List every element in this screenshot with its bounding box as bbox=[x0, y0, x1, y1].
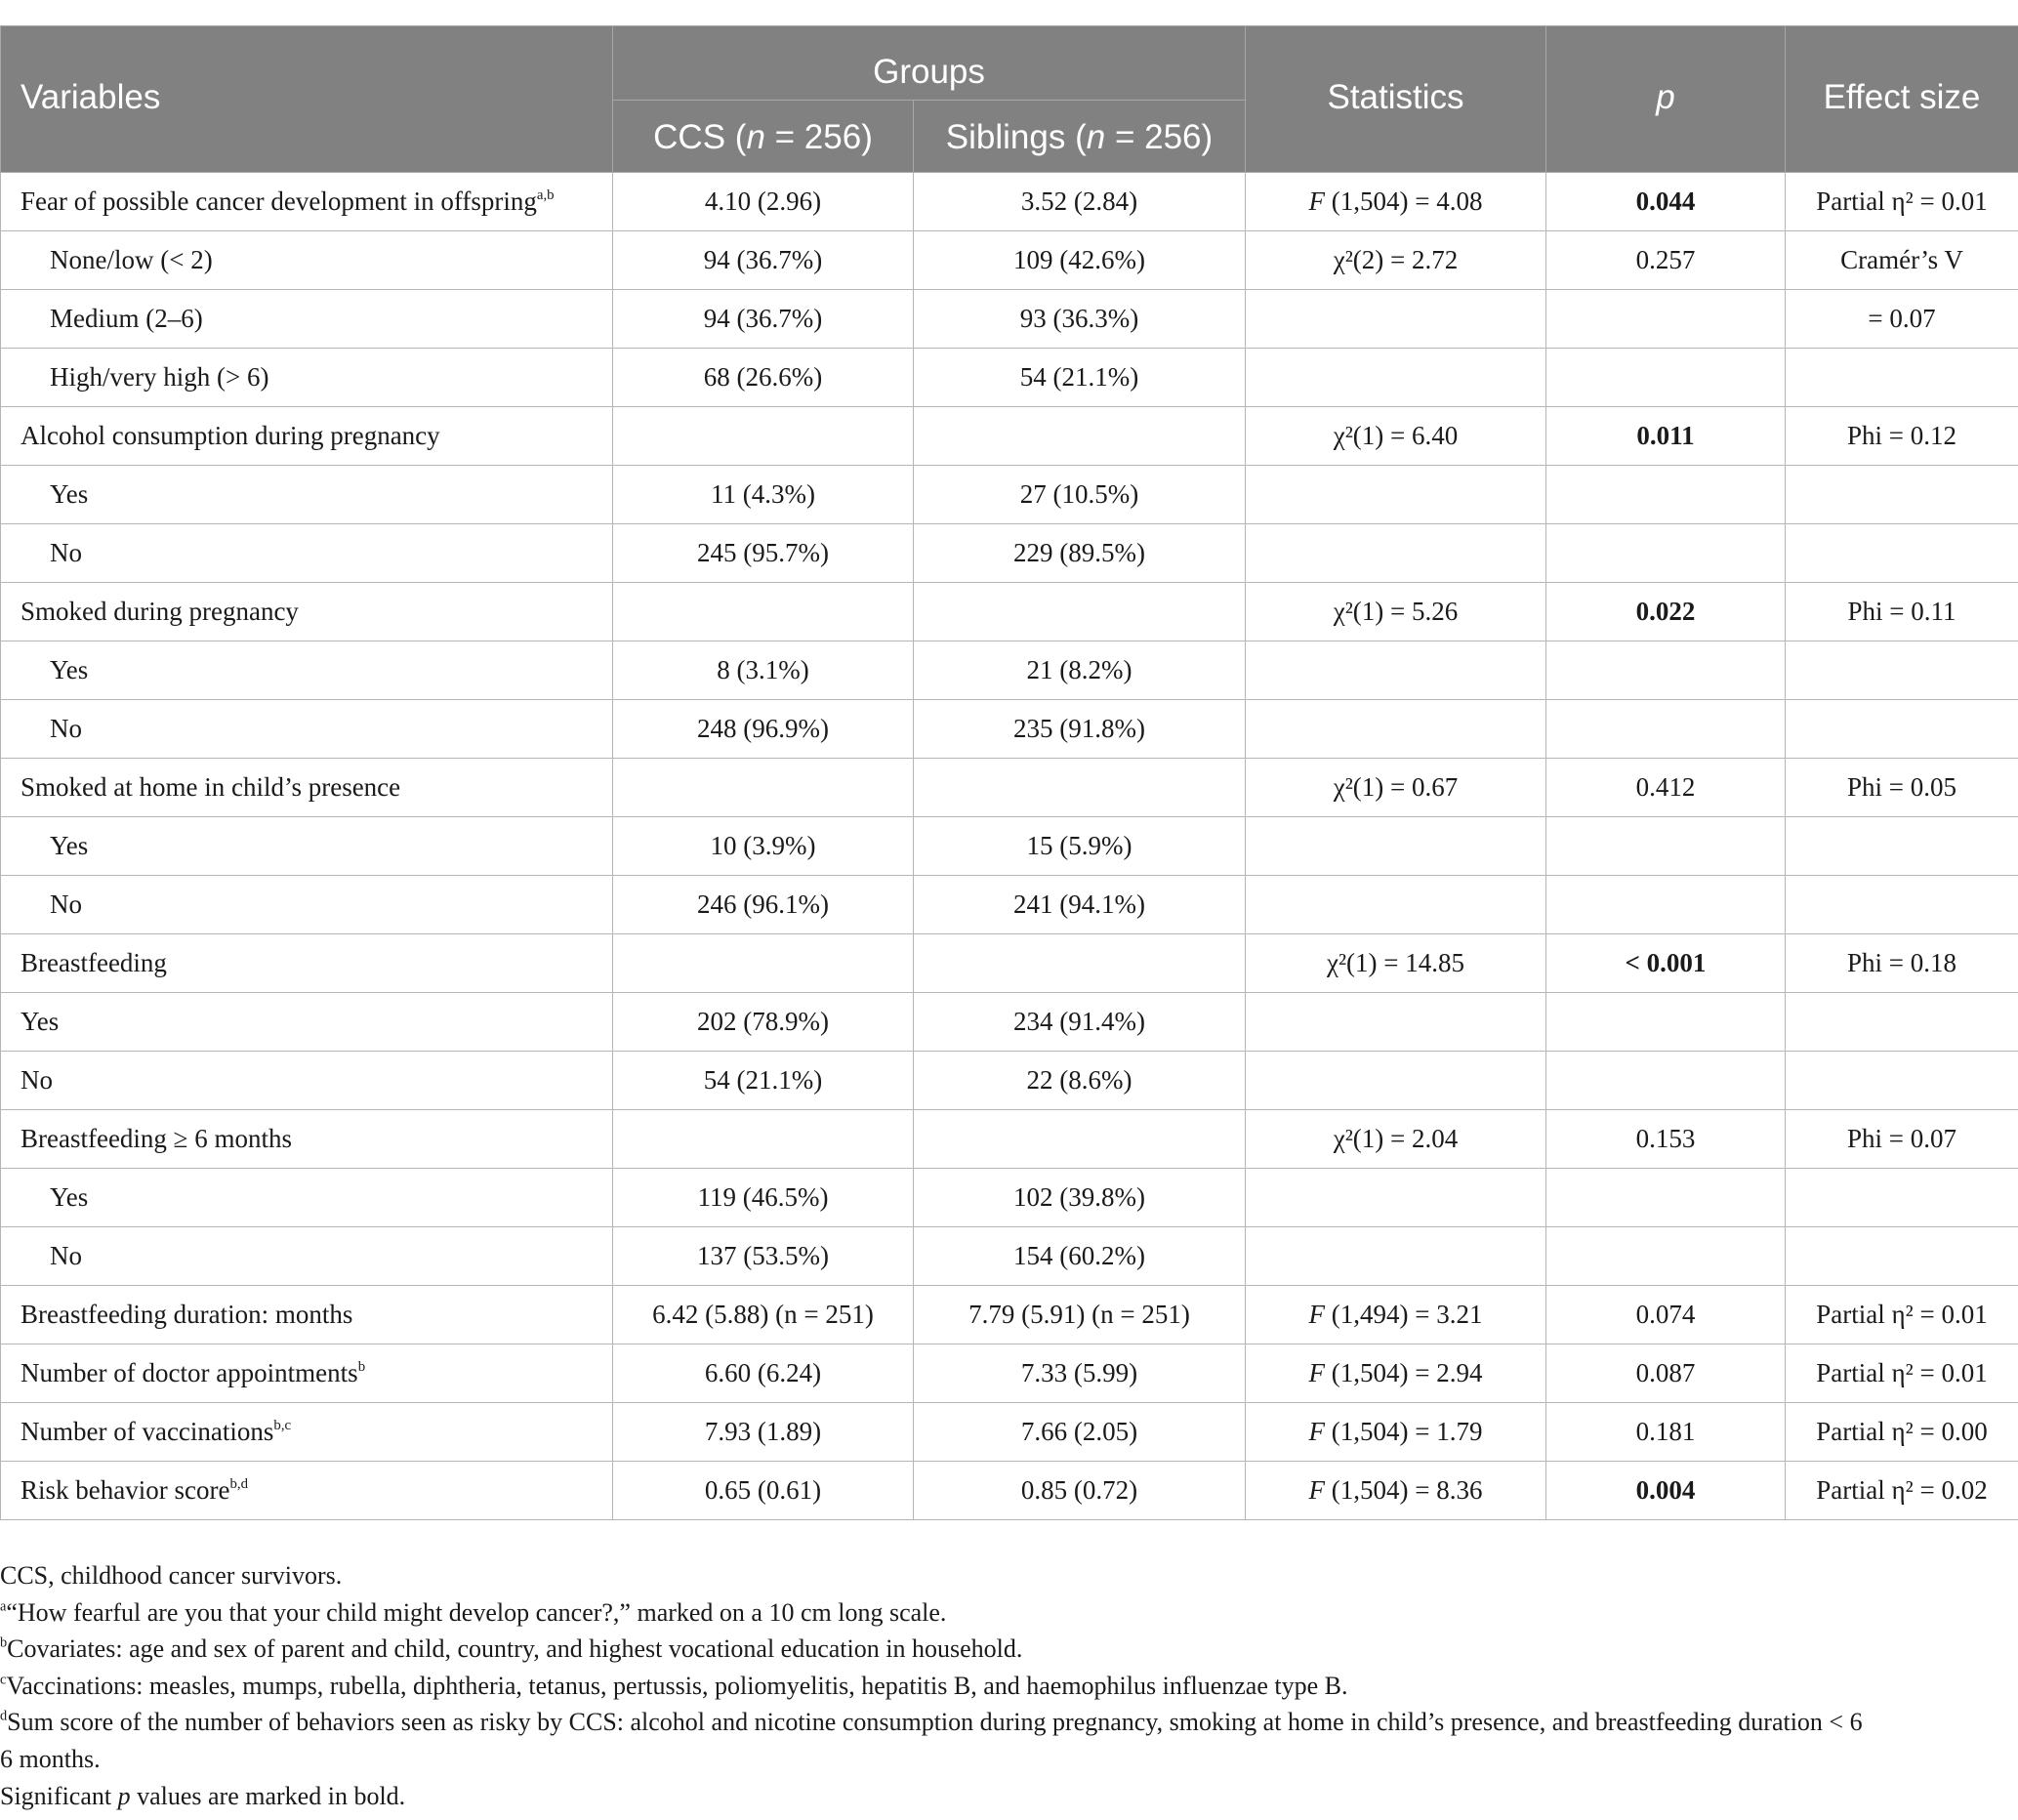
header-p bbox=[1546, 26, 1786, 173]
siblings-value: 154 (60.2%) bbox=[914, 1227, 1246, 1286]
effect-size-value: Partial η² = 0.01 bbox=[1786, 1286, 2018, 1344]
table-body bbox=[1, 173, 2018, 1520]
ccs-value: 94 (36.7%) bbox=[613, 290, 914, 349]
statistic-text: (1,504) = 4.08 bbox=[1325, 186, 1483, 216]
siblings-value bbox=[914, 407, 1246, 466]
variable-label: No bbox=[21, 1065, 53, 1095]
p-value bbox=[1546, 1052, 1786, 1110]
p-value: 0.181 bbox=[1546, 1403, 1786, 1462]
p-value bbox=[1546, 993, 1786, 1052]
p-value: 0.257 bbox=[1546, 231, 1786, 290]
footnote-text: Covariates: age and sex of parent and child, country, and highest vocational education in household. bbox=[7, 1634, 1023, 1664]
p-value: 0.087 bbox=[1546, 1344, 1786, 1403]
p-value bbox=[1546, 349, 1786, 407]
effect-size-value: Phi = 0.18 bbox=[1786, 934, 2018, 993]
ccs-value: 8 (3.1%) bbox=[613, 641, 914, 700]
effect-size-value: Partial η² = 0.00 bbox=[1786, 1403, 2018, 1462]
table-row bbox=[1, 934, 2018, 993]
table-row bbox=[1, 231, 2018, 290]
header-groups: Groups bbox=[613, 26, 1246, 101]
effect-size-value: Phi = 0.05 bbox=[1786, 759, 2018, 817]
statistic-symbol: F bbox=[1308, 1300, 1326, 1329]
siblings-value bbox=[914, 583, 1246, 641]
header-statistics: Statistics bbox=[1246, 26, 1546, 173]
results-table bbox=[0, 25, 2018, 1520]
statistics-value bbox=[1246, 290, 1546, 349]
variable-label: Breastfeeding ≥ 6 months bbox=[21, 1124, 293, 1153]
ccs-value: 7.93 (1.89) bbox=[613, 1403, 914, 1462]
footnote bbox=[0, 1741, 2018, 1778]
footnote-text: 6 months. bbox=[0, 1744, 101, 1773]
statistics-value bbox=[1246, 231, 1546, 290]
statistic-text: χ²(2) = 2.72 bbox=[1333, 245, 1459, 274]
footnote bbox=[0, 1704, 2018, 1741]
variable-label: Breastfeeding bbox=[21, 948, 167, 977]
siblings-value: 21 (8.2%) bbox=[914, 641, 1246, 700]
statistics-value bbox=[1246, 583, 1546, 641]
siblings-value bbox=[914, 934, 1246, 993]
effect-size-value: Partial η² = 0.01 bbox=[1786, 173, 2018, 231]
footnote bbox=[0, 1631, 2018, 1668]
ccs-value: 54 (21.1%) bbox=[613, 1052, 914, 1110]
ccs-value: 245 (95.7%) bbox=[613, 524, 914, 583]
table-header bbox=[1, 26, 2018, 173]
siblings-value bbox=[914, 1110, 1246, 1169]
ccs-value bbox=[613, 759, 914, 817]
significance-note-prefix: Significant bbox=[0, 1781, 118, 1810]
siblings-value: 7.66 (2.05) bbox=[914, 1403, 1246, 1462]
siblings-value: 54 (21.1%) bbox=[914, 349, 1246, 407]
variable-cell bbox=[1, 1344, 613, 1403]
table-row bbox=[1, 1052, 2018, 1110]
effect-size-value bbox=[1786, 466, 2018, 524]
p-value bbox=[1546, 466, 1786, 524]
variable-cell bbox=[1, 1052, 613, 1110]
effect-size-value: Phi = 0.12 bbox=[1786, 407, 2018, 466]
variable-cell bbox=[1, 700, 613, 759]
statistic-symbol: F bbox=[1308, 1358, 1326, 1387]
variable-cell bbox=[1, 466, 613, 524]
statistics-value bbox=[1246, 700, 1546, 759]
siblings-value: 234 (91.4%) bbox=[914, 993, 1246, 1052]
statistic-text: χ²(1) = 14.85 bbox=[1326, 948, 1465, 977]
variable-cell bbox=[1, 524, 613, 583]
siblings-value: 15 (5.9%) bbox=[914, 817, 1246, 876]
footnote-marker: c bbox=[0, 1672, 7, 1688]
footnote-marker: b,d bbox=[229, 1475, 249, 1492]
statistic-text: χ²(1) = 0.67 bbox=[1333, 772, 1459, 802]
footnote-marker: a,b bbox=[536, 186, 555, 203]
variable-label: Smoked at home in child’s presence bbox=[21, 772, 401, 802]
table-row bbox=[1, 1462, 2018, 1520]
variable-label: Number of vaccinations bbox=[21, 1417, 274, 1446]
variable-cell bbox=[1, 407, 613, 466]
variable-cell bbox=[1, 583, 613, 641]
effect-size-value bbox=[1786, 641, 2018, 700]
variable-label: Number of doctor appointments bbox=[21, 1358, 358, 1387]
effect-size-value: Partial η² = 0.01 bbox=[1786, 1344, 2018, 1403]
p-value: 0.412 bbox=[1546, 759, 1786, 817]
table-row bbox=[1, 1286, 2018, 1344]
statistics-value bbox=[1246, 349, 1546, 407]
effect-size-value bbox=[1786, 700, 2018, 759]
table-row bbox=[1, 1403, 2018, 1462]
variable-label: Breastfeeding duration: months bbox=[21, 1300, 353, 1329]
variable-cell bbox=[1, 641, 613, 700]
ccs-value bbox=[613, 583, 914, 641]
significance-note bbox=[0, 1778, 2018, 1815]
siblings-value bbox=[914, 759, 1246, 817]
table-row bbox=[1, 1110, 2018, 1169]
statistics-value bbox=[1246, 1052, 1546, 1110]
statistics-value bbox=[1246, 876, 1546, 934]
effect-size-value bbox=[1786, 1169, 2018, 1227]
table-footnotes bbox=[0, 1557, 2018, 1814]
statistics-value bbox=[1246, 1169, 1546, 1227]
effect-size-value bbox=[1786, 1227, 2018, 1286]
header-variables: Variables bbox=[1, 26, 613, 173]
siblings-value: 109 (42.6%) bbox=[914, 231, 1246, 290]
statistics-value bbox=[1246, 1110, 1546, 1169]
footnote-text: “How fearful are you that your child might develop cancer?,” marked on a 10 cm long scale. bbox=[6, 1597, 947, 1627]
siblings-value: 7.33 (5.99) bbox=[914, 1344, 1246, 1403]
footnote-text: CCS, childhood cancer survivors. bbox=[0, 1561, 343, 1590]
effect-size-value bbox=[1786, 993, 2018, 1052]
statistics-value bbox=[1246, 1403, 1546, 1462]
variable-cell bbox=[1, 759, 613, 817]
header-ccs-label: CCS bbox=[653, 118, 726, 156]
footnote-text: Vaccinations: measles, mumps, rubella, diphtheria, tetanus, pertussis, poliomyelitis, hepatitis B, and haemophilus influenzae type B. bbox=[6, 1671, 1348, 1700]
effect-size-value bbox=[1786, 876, 2018, 934]
statistics-value bbox=[1246, 1344, 1546, 1403]
ccs-value: 202 (78.9%) bbox=[613, 993, 914, 1052]
header-siblings-n: (n = 256) bbox=[1075, 118, 1214, 156]
statistic-text: (1,504) = 1.79 bbox=[1325, 1417, 1483, 1446]
variable-cell bbox=[1, 1227, 613, 1286]
variable-cell bbox=[1, 1110, 613, 1169]
variable-label: Yes bbox=[50, 655, 89, 684]
ccs-value: 10 (3.9%) bbox=[613, 817, 914, 876]
statistic-text: (1,504) = 8.36 bbox=[1325, 1475, 1483, 1505]
variable-cell bbox=[1, 1462, 613, 1520]
ccs-value: 6.42 (5.88) (n = 251) bbox=[613, 1286, 914, 1344]
statistics-value bbox=[1246, 1286, 1546, 1344]
table-row bbox=[1, 641, 2018, 700]
p-value bbox=[1546, 817, 1786, 876]
table-row bbox=[1, 759, 2018, 817]
variable-cell bbox=[1, 173, 613, 231]
variable-label: No bbox=[50, 889, 82, 919]
variable-label: Yes bbox=[50, 1182, 89, 1212]
variable-label: Yes bbox=[50, 479, 89, 509]
statistics-value bbox=[1246, 817, 1546, 876]
variable-label: Yes bbox=[21, 1007, 60, 1036]
table-row bbox=[1, 407, 2018, 466]
siblings-value: 102 (39.8%) bbox=[914, 1169, 1246, 1227]
effect-size-value: Partial η² = 0.02 bbox=[1786, 1462, 2018, 1520]
statistics-value bbox=[1246, 641, 1546, 700]
ccs-value: 6.60 (6.24) bbox=[613, 1344, 914, 1403]
siblings-value: 93 (36.3%) bbox=[914, 290, 1246, 349]
variable-cell bbox=[1, 993, 613, 1052]
effect-size-value bbox=[1786, 349, 2018, 407]
ccs-value bbox=[613, 407, 914, 466]
siblings-value: 0.85 (0.72) bbox=[914, 1462, 1246, 1520]
statistics-value bbox=[1246, 993, 1546, 1052]
effect-size-value bbox=[1786, 524, 2018, 583]
footnote-marker: b bbox=[357, 1358, 366, 1375]
variable-label: Yes bbox=[50, 831, 89, 860]
header-siblings bbox=[914, 101, 1246, 173]
table-row bbox=[1, 700, 2018, 759]
p-value: 0.153 bbox=[1546, 1110, 1786, 1169]
table-row bbox=[1, 290, 2018, 349]
p-value: 0.011 bbox=[1546, 407, 1786, 466]
variable-label: None/low (< 2) bbox=[50, 245, 213, 274]
header-ccs bbox=[613, 101, 914, 173]
p-value: < 0.001 bbox=[1546, 934, 1786, 993]
statistics-value bbox=[1246, 407, 1546, 466]
table-row bbox=[1, 817, 2018, 876]
variable-cell bbox=[1, 231, 613, 290]
statistic-text: (1,494) = 3.21 bbox=[1325, 1300, 1483, 1329]
p-value bbox=[1546, 1169, 1786, 1227]
variable-label: No bbox=[50, 714, 82, 743]
siblings-value: 27 (10.5%) bbox=[914, 466, 1246, 524]
variable-label: Risk behavior score bbox=[21, 1475, 230, 1505]
statistic-symbol: F bbox=[1308, 186, 1326, 216]
statistics-value bbox=[1246, 173, 1546, 231]
siblings-value: 7.79 (5.91) (n = 251) bbox=[914, 1286, 1246, 1344]
footnote-marker: b bbox=[0, 1634, 8, 1651]
statistic-text: (1,504) = 2.94 bbox=[1325, 1358, 1483, 1387]
ccs-value: 0.65 (0.61) bbox=[613, 1462, 914, 1520]
footnote-marker: d bbox=[0, 1708, 8, 1724]
footnote bbox=[0, 1557, 2018, 1594]
table-row bbox=[1, 583, 2018, 641]
statistic-symbol: F bbox=[1308, 1417, 1326, 1446]
siblings-value: 241 (94.1%) bbox=[914, 876, 1246, 934]
significance-note-italic: p bbox=[117, 1781, 131, 1810]
variable-cell bbox=[1, 876, 613, 934]
ccs-value: 246 (96.1%) bbox=[613, 876, 914, 934]
ccs-value bbox=[613, 1110, 914, 1169]
ccs-value: 137 (53.5%) bbox=[613, 1227, 914, 1286]
p-value: 0.044 bbox=[1546, 173, 1786, 231]
statistic-text: χ²(1) = 5.26 bbox=[1333, 597, 1459, 626]
table-row bbox=[1, 993, 2018, 1052]
table-row bbox=[1, 173, 2018, 231]
table-row bbox=[1, 349, 2018, 407]
table-row bbox=[1, 1169, 2018, 1227]
table-row bbox=[1, 1344, 2018, 1403]
siblings-value: 22 (8.6%) bbox=[914, 1052, 1246, 1110]
table-row bbox=[1, 876, 2018, 934]
variable-cell bbox=[1, 1286, 613, 1344]
siblings-value: 229 (89.5%) bbox=[914, 524, 1246, 583]
statistic-text: χ²(1) = 2.04 bbox=[1333, 1124, 1459, 1153]
statistic-symbol: F bbox=[1308, 1475, 1326, 1505]
p-value bbox=[1546, 641, 1786, 700]
variable-cell bbox=[1, 349, 613, 407]
variable-cell bbox=[1, 934, 613, 993]
p-value bbox=[1546, 1227, 1786, 1286]
effect-size-value bbox=[1786, 1052, 2018, 1110]
variable-label: Smoked during pregnancy bbox=[21, 597, 299, 626]
variable-label: High/very high (> 6) bbox=[50, 362, 269, 392]
footnote bbox=[0, 1668, 2018, 1705]
table-row bbox=[1, 466, 2018, 524]
statistics-value bbox=[1246, 524, 1546, 583]
header-siblings-label: Siblings bbox=[945, 118, 1066, 156]
siblings-value: 3.52 (2.84) bbox=[914, 173, 1246, 231]
effect-size-value: Cramér’s V bbox=[1786, 231, 2018, 290]
header-effect-size: Effect size bbox=[1786, 26, 2018, 173]
footnote-marker: a bbox=[0, 1597, 7, 1614]
variable-label: Medium (2–6) bbox=[50, 304, 203, 333]
p-value bbox=[1546, 700, 1786, 759]
footnote-marker: b,c bbox=[273, 1417, 292, 1433]
statistics-value bbox=[1246, 934, 1546, 993]
statistics-value bbox=[1246, 759, 1546, 817]
statistics-value bbox=[1246, 1227, 1546, 1286]
statistics-value bbox=[1246, 466, 1546, 524]
siblings-value: 235 (91.8%) bbox=[914, 700, 1246, 759]
p-value: 0.074 bbox=[1546, 1286, 1786, 1344]
ccs-value bbox=[613, 934, 914, 993]
ccs-value: 4.10 (2.96) bbox=[613, 173, 914, 231]
footnote-text: Sum score of the number of behaviors seen as risky by CCS: alcohol and nicotine consumption during pregnancy, smoking at home in child’s presence, and breastfeeding duration < 6 bbox=[7, 1708, 1863, 1737]
header-p-label: p bbox=[1656, 78, 1675, 116]
ccs-value: 248 (96.9%) bbox=[613, 700, 914, 759]
statistics-value bbox=[1246, 1462, 1546, 1520]
variable-label: No bbox=[50, 1241, 82, 1270]
variable-cell bbox=[1, 1403, 613, 1462]
effect-size-value: Phi = 0.11 bbox=[1786, 583, 2018, 641]
ccs-value: 68 (26.6%) bbox=[613, 349, 914, 407]
variable-cell bbox=[1, 290, 613, 349]
ccs-value: 94 (36.7%) bbox=[613, 231, 914, 290]
ccs-value: 11 (4.3%) bbox=[613, 466, 914, 524]
significance-note-suffix: values are marked in bold. bbox=[130, 1781, 406, 1810]
p-value: 0.022 bbox=[1546, 583, 1786, 641]
variable-label: Fear of possible cancer development in offspring bbox=[21, 186, 537, 216]
variable-label: Alcohol consumption during pregnancy bbox=[21, 421, 440, 450]
table-row bbox=[1, 524, 2018, 583]
effect-size-value bbox=[1786, 817, 2018, 876]
variable-cell bbox=[1, 1169, 613, 1227]
p-value bbox=[1546, 290, 1786, 349]
effect-size-value: = 0.07 bbox=[1786, 290, 2018, 349]
p-value bbox=[1546, 524, 1786, 583]
statistic-text: χ²(1) = 6.40 bbox=[1333, 421, 1459, 450]
header-ccs-n: (n = 256) bbox=[734, 118, 873, 156]
footnote bbox=[0, 1594, 2018, 1632]
ccs-value: 119 (46.5%) bbox=[613, 1169, 914, 1227]
p-value: 0.004 bbox=[1546, 1462, 1786, 1520]
effect-size-value: Phi = 0.07 bbox=[1786, 1110, 2018, 1169]
table-row bbox=[1, 1227, 2018, 1286]
variable-label: No bbox=[50, 538, 82, 567]
p-value bbox=[1546, 876, 1786, 934]
variable-cell bbox=[1, 817, 613, 876]
